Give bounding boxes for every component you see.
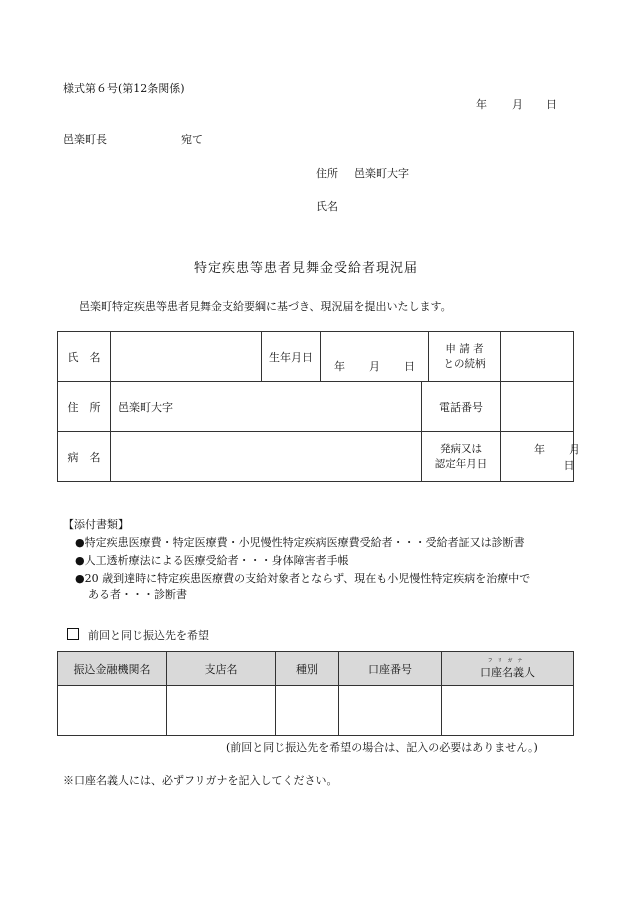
name-label: 氏 名 (58, 332, 111, 382)
form-number: 様式第６号(第12条関係) (63, 82, 185, 95)
birth-day: 日 (404, 359, 415, 373)
col-header-account-holder (442, 652, 574, 686)
attachment-item: ●特定疾患医療費・特定医療費・小児慢性特定疾病医療費受給者・・・受給者証又は診断書 (75, 536, 525, 549)
account-holder-field[interactable] (442, 686, 574, 736)
address-label: 住 所 (58, 382, 111, 432)
name-field[interactable] (111, 332, 262, 382)
col-header-account-type: 種別 (276, 652, 339, 686)
onset-day: 日 (563, 458, 575, 472)
col-header-account-number: 口座番号 (339, 652, 442, 686)
col-header-branch: 支店名 (167, 652, 276, 686)
furigana-ruby: フリガナ (487, 657, 528, 664)
account-holder-label: 口座名義人 (480, 665, 535, 679)
bank-account-table (57, 651, 574, 736)
intro-text: 邑楽町特定疾患等患者見舞金支給要綱に基づき、現況届を提出いたします。 (79, 300, 452, 313)
relation-field[interactable] (501, 332, 574, 382)
applicant-address-label: 住所 (316, 167, 338, 180)
birth-date-field[interactable] (321, 332, 429, 382)
same-as-before-checkbox[interactable] (67, 628, 79, 640)
same-as-before-label: 前回と同じ振込先を希望 (88, 629, 209, 642)
attachment-item: ●人工透析療法による医療受給者・・・身体障害者手帳 (75, 554, 349, 567)
date-year: 年 (476, 98, 487, 111)
footer-note: ※口座名義人には、必ずフリガナを記入してください。 (63, 774, 338, 787)
page-title: 特定疾患等患者見舞金受給者現況届 (194, 261, 419, 276)
date-month: 月 (512, 98, 523, 111)
branch-field[interactable] (167, 686, 276, 736)
bank-note: (前回と同じ振込先を希望の場合は、記入の必要はありません。) (226, 741, 538, 754)
date-day: 日 (546, 98, 557, 111)
onset-label-line-1: 発病又は (440, 442, 482, 455)
birth-year: 年 (334, 359, 345, 373)
attachment-item: ●20 歳到達時に特定疾患医療費の支給対象者とならず、現在も小児慢性特定疾病を治療中で (75, 572, 531, 585)
account-number-field[interactable] (339, 686, 442, 736)
addressee: 邑楽町長 (63, 133, 107, 146)
disease-label: 病 名 (58, 432, 111, 482)
date-line (476, 96, 557, 112)
birth-label: 生年月日 (262, 332, 321, 382)
col-header-bank-name: 振込金融機関名 (58, 652, 167, 686)
addressee-suffix: 宛て (181, 133, 203, 146)
birth-month: 月 (369, 359, 380, 373)
onset-label-line-2: 認定年月日 (434, 457, 488, 470)
onset-date-field[interactable] (501, 432, 580, 482)
applicant-name-label: 氏名 (316, 200, 338, 213)
applicant-address-value: 邑楽町大字 (354, 167, 409, 180)
phone-label: 電話番号 (422, 382, 501, 432)
relation-label-line-2: との続柄 (443, 357, 486, 370)
bank-name-field[interactable] (58, 686, 167, 736)
phone-field[interactable] (501, 382, 574, 432)
disease-field[interactable] (111, 432, 422, 482)
relation-label (429, 332, 501, 382)
attachment-item-continuation: ある者・・・診断書 (88, 588, 187, 601)
account-type-field[interactable] (276, 686, 339, 736)
attachments-heading: 【添付書類】 (63, 518, 129, 531)
onset-month: 月 (569, 442, 580, 456)
relation-label-line-1: 申 請 者 (445, 342, 484, 355)
onset-label (422, 432, 501, 482)
onset-year: 年 (534, 442, 545, 456)
patient-info-table (57, 331, 580, 482)
address-field[interactable]: 邑楽町大字 (111, 382, 422, 432)
